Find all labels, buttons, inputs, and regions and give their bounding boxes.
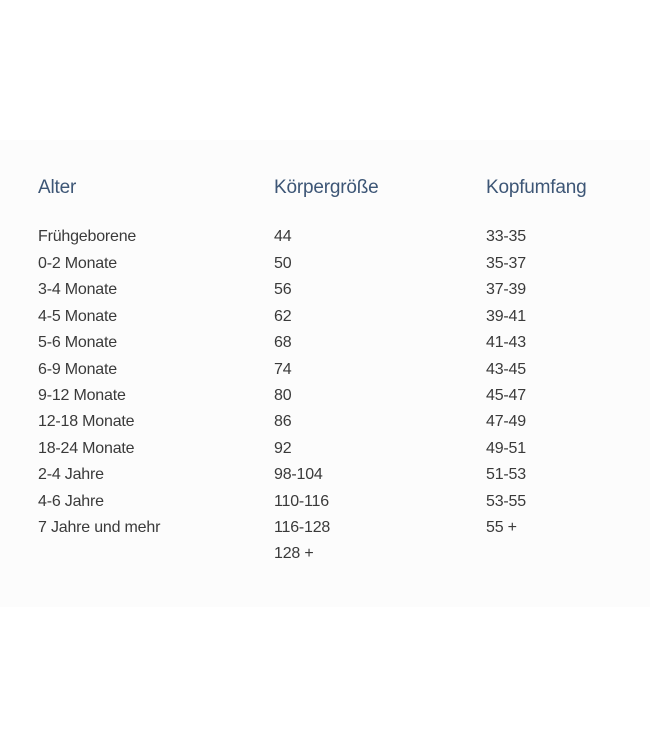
kopf-cell: 33-35 — [486, 228, 526, 245]
alter-cell: 18-24 Monate — [38, 440, 135, 457]
alter-cell: Frühgeborene — [38, 228, 137, 245]
groesse-cell: 128 + — [274, 545, 314, 562]
kopf-cell: 55 + — [486, 519, 517, 536]
alter-cell: 0-2 Monate — [38, 255, 117, 272]
kopf-cell: 53-55 — [486, 493, 526, 510]
alter-cell: 12-18 Monate — [38, 413, 135, 430]
kopf-cell: 43-45 — [486, 361, 526, 378]
groesse-cell: 62 — [274, 308, 292, 325]
groesse-cell: 98-104 — [274, 466, 323, 483]
header-koerpergroesse: Körpergröße — [274, 177, 379, 198]
alter-cell: 4-5 Monate — [38, 308, 117, 325]
groesse-cell: 56 — [274, 281, 292, 298]
alter-cell: 4-6 Jahre — [38, 493, 104, 510]
kopf-cell: 51-53 — [486, 466, 526, 483]
kopf-cell: 39-41 — [486, 308, 526, 325]
alter-cell: 7 Jahre und mehr — [38, 519, 161, 536]
header-alter: Alter — [38, 177, 77, 198]
alter-cell: 9-12 Monate — [38, 387, 126, 404]
groesse-cell: 68 — [274, 334, 292, 351]
groesse-cell: 86 — [274, 413, 292, 430]
groesse-cell: 44 — [274, 228, 292, 245]
groesse-cell: 74 — [274, 361, 292, 378]
groesse-cell: 110-116 — [274, 493, 329, 510]
header-kopfumfang: Kopfumfang — [486, 177, 587, 198]
kopf-cell: 37-39 — [486, 281, 526, 298]
kopf-cell: 41-43 — [486, 334, 526, 351]
groesse-cell: 50 — [274, 255, 292, 272]
groesse-cell: 92 — [274, 440, 292, 457]
kopf-cell: 49-51 — [486, 440, 526, 457]
kopf-cell: 45-47 — [486, 387, 526, 404]
alter-cell: 5-6 Monate — [38, 334, 117, 351]
kopf-cell: 35-37 — [486, 255, 526, 272]
alter-cell: 2-4 Jahre — [38, 466, 104, 483]
kopf-cell: 47-49 — [486, 413, 526, 430]
groesse-cell: 116-128 — [274, 519, 331, 536]
groesse-cell: 80 — [274, 387, 292, 404]
alter-cell: 6-9 Monate — [38, 361, 117, 378]
alter-cell: 3-4 Monate — [38, 281, 117, 298]
size-chart-panel — [0, 140, 650, 607]
